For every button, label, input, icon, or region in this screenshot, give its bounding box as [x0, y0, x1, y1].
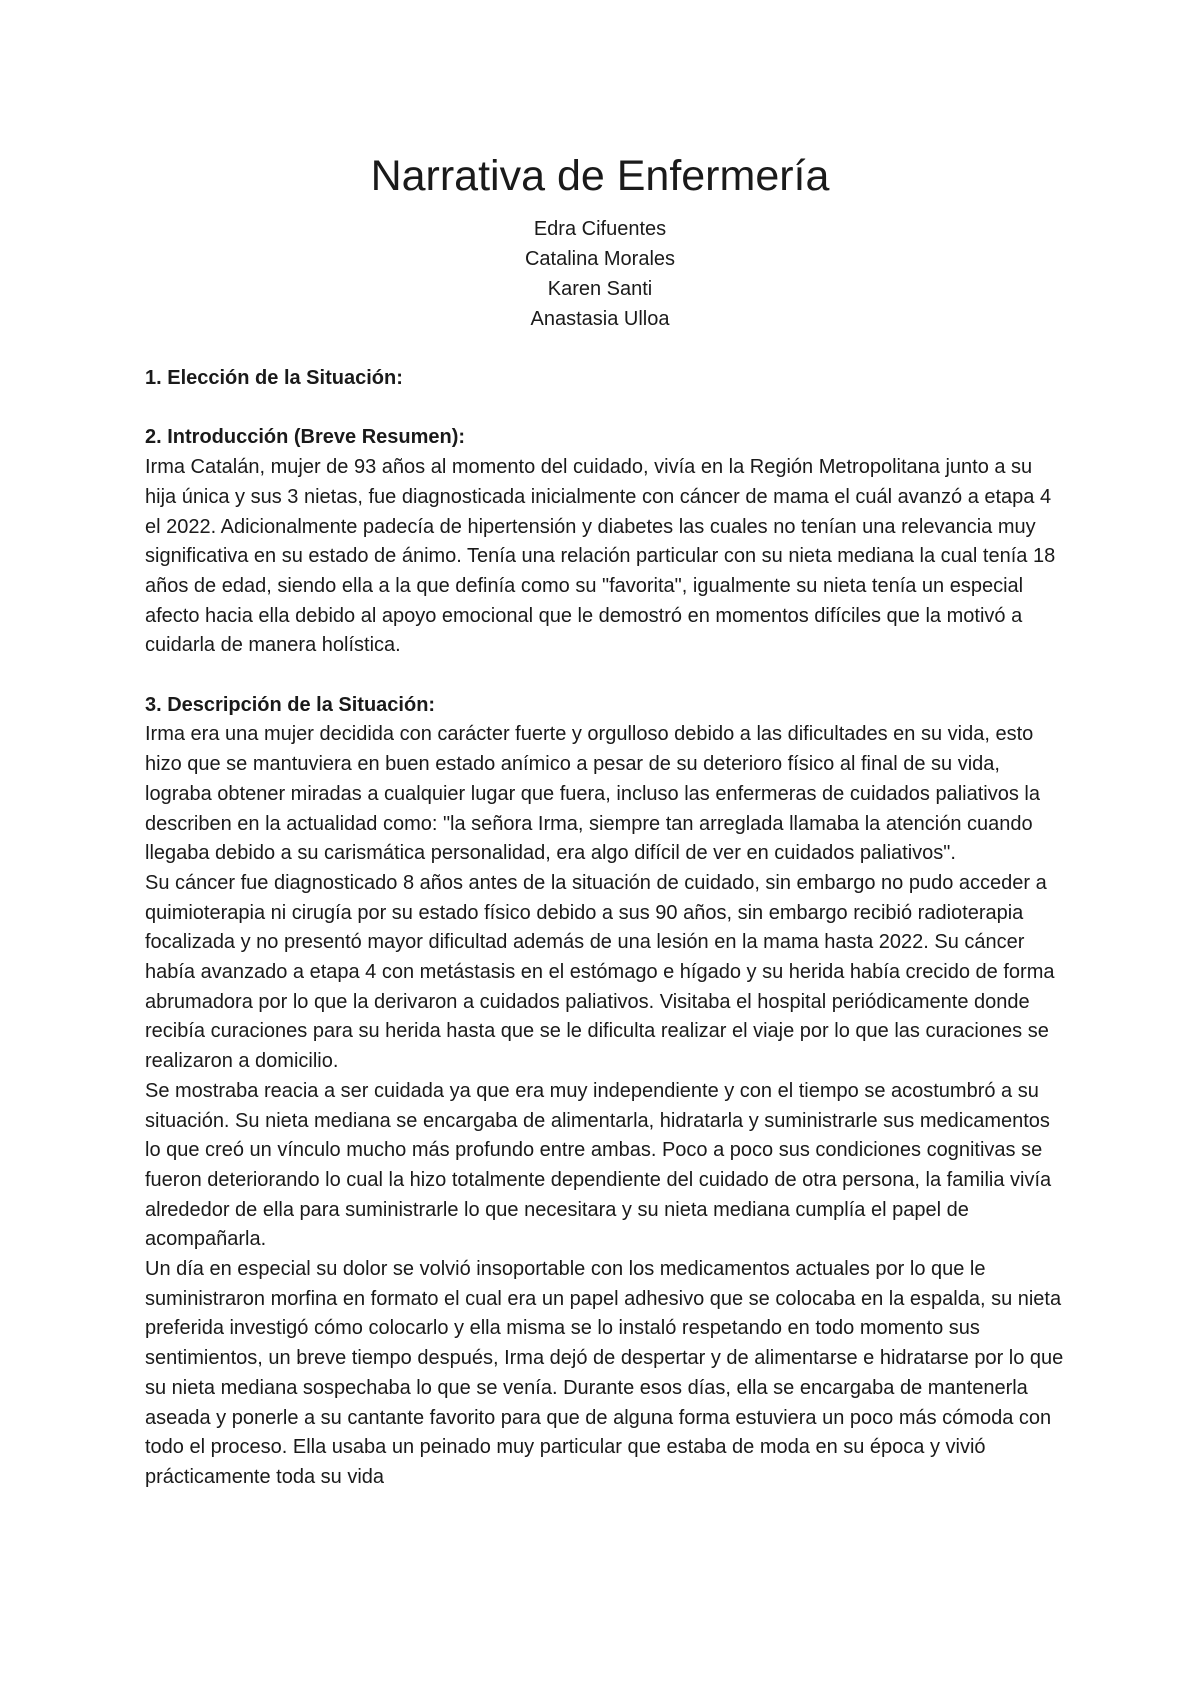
descripcion-paragraph: Su cáncer fue diagnosticado 8 años antes de la situación de cuidado, sin embargo no pudo acceder a quimioterapia ni cirugía por su estado físico debido a sus 90 años, sin embargo recibió radioterapia focalizada y no presentó mayor dificultad además de una lesión en la mama hasta 2022. Su cáncer había avanzado a etapa 4 con metástasis en el estómago e hígado y su herida había crecido de forma abrumadora por lo que la derivaron a cuidados paliativos. Visitaba el hospital periódicamente donde recibía curaciones para su herida hasta que se le dificulta realizar el viaje por lo que las curaciones se realizaron a domicilio. — [145, 871, 1055, 1073]
section-heading-eleccion: 1. Elección de la Situación: — [145, 367, 403, 389]
descripcion-paragraph: Un día en especial su dolor se volvió insoportable con los medicamentos actuales por lo que le suministraron morfina en formato el cual era un papel adhesivo que se colocaba en la espalda, su nieta preferida investigó cómo colocarlo y ella misma se lo instaló respetando en todo momento sus sentimientos, un breve tiempo después, Irma dejó de despertar y de alimentarse e hidratarse por lo que su nieta mediana sospechaba lo que se venía. Durante esos días, ella se encargaba de mantenerla aseada y ponerle a su cantante favorito para que de alguna forma estuviera un poco más cómoda con todo el proceso. Ella usaba un peinado muy particular que estaba de moda en su época y vivió prácticamente toda su vida — [145, 1258, 1064, 1488]
section-heading-descripcion: 3. Descripción de la Situación: — [145, 693, 436, 716]
section-spacer — [145, 661, 1065, 691]
section-heading-introduccion: 2. Introducción (Breve Resumen): — [145, 426, 466, 449]
author-list — [0, 214, 1200, 334]
document-body — [145, 364, 1065, 1493]
descripcion-paragraph: Se mostraba reacia a ser cuidada ya que era muy independiente y con el tiempo se acostumbró a su situación. Su nieta mediana se encargaba de alimentarla, hidratarla y suministrarle sus medicamentos lo que creó un vínculo mucho más profundo entre ambas. Poco a poco sus condiciones cognitivas se fueron deteriorando lo cual la hizo totalmente dependiente del cuidado de otra persona, la familia vivía alrededor de ella para suministrarle lo que necesitara y su nieta mediana cumplía el papel de acompañarla. — [145, 1079, 1052, 1251]
author-name: Karen Santi — [547, 278, 653, 300]
descripcion-paragraph: Irma era una mujer decidida con carácter fuerte y orgulloso debido a las dificultades en su vida, esto hizo que se mantuviera en buen estado anímico a pesar de su deterioro físico al final de su vida, lograba obtener miradas a cualquier lugar que fuera, incluso las enfermeras de cuidados paliativos la describen en la actualidad como: "la señora Irma, siempre tan arreglada llamaba la atención cuando llegaba debido a su carismática personalidad, era algo difícil de ver en cuidados paliativos". — [145, 723, 1040, 865]
section-spacer — [145, 394, 1065, 424]
author-name: Catalina Morales — [524, 248, 676, 270]
document-title: Narrativa de Enfermería — [370, 152, 830, 200]
author-name: Edra Cifuentes — [533, 218, 667, 240]
introduccion-paragraph: Irma Catalán, mujer de 93 años al momento del cuidado, vivía en la Región Metropolitana junto a su hija única y sus 3 nietas, fue diagnosticada inicialmente con cáncer de mama el cuál avanzó a etapa 4 el 2022. Adicionalmente padecía de hipertensión y diabetes las cuales no tenían una relevancia muy significativa en su estado de ánimo. Tenía una relación particular con su nieta mediana la cual tenía 18 años de edad, siendo ella a la que definía como su "favorita", igualmente su nieta tenía un especial afecto hacia ella debido al apoyo emocional que le demostró en momentos difíciles que la motivó a cuidarla de manera holística. — [145, 456, 1056, 657]
author-name: Anastasia Ulloa — [530, 308, 670, 330]
